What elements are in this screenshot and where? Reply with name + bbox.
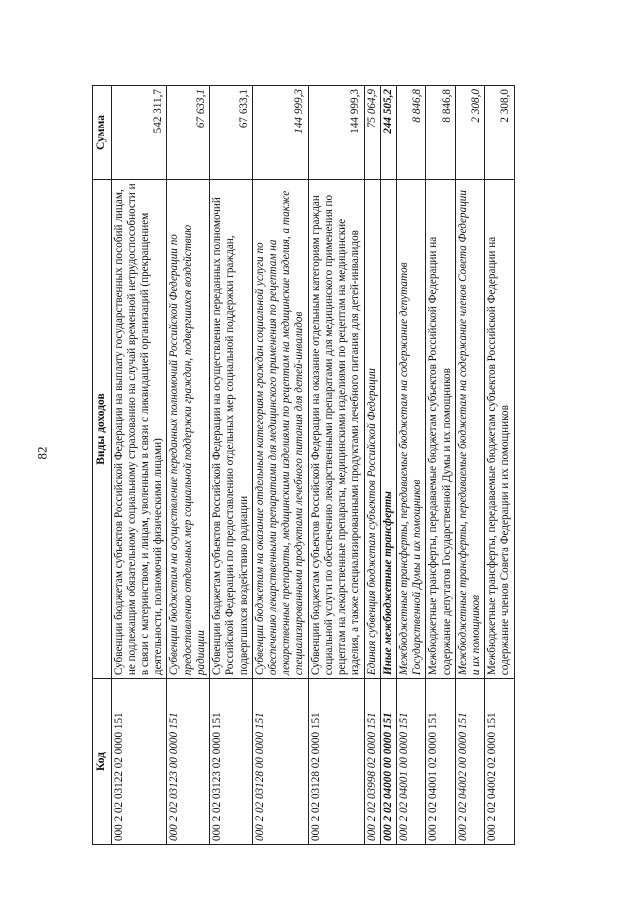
code-cell: 000 2 02 03123 00 0000 151 <box>167 679 210 845</box>
name-cell: Единая субвенция бюджетам субъектов Российской Федерации <box>364 179 380 678</box>
header-name: Виды доходов <box>93 179 112 678</box>
table-row <box>252 86 308 845</box>
name-cell: Межбюджетные трансферты, передаваемые бюджетам субъектов Российской Федерации на содержание членов Совета Федерации и их помощников <box>485 179 514 678</box>
name-cell: Субвенции бюджетам субъектов Российской Федерации на выплату государственных пособий лицам, не подлежащим обязательному социальному страхованию на случай временной нетрудоспособности и в связи с материнством, и лицам, уволенным в связи с ликвидацией организаций (прекращением деятельности, полномочий физическими лицами) <box>111 179 167 678</box>
code-cell: 000 2 02 04002 02 0000 151 <box>485 679 514 845</box>
sum-cell: 67 633,1 <box>167 86 210 180</box>
rotated-table-wrapper <box>92 85 515 845</box>
code-cell: 000 2 02 03998 02 0000 151 <box>364 679 380 845</box>
name-cell: Субвенции бюджетам на оказание отдельным категориям граждан социальной услуги по обеспечению лекарственными препаратами для медицинского применения по рецептам на лекарственные препараты, медицинскими изделиями по рецептам на медицинские изделия, а также специализированными продуктами лечебного питания для детей-инвалидов <box>252 179 308 678</box>
code-cell: 000 2 02 03122 02 0000 151 <box>111 679 167 845</box>
name-cell: Межбюджетные трансферты, передаваемые бюджетам на содержание депутатов Государственной Думы и их помощников <box>396 179 425 678</box>
sum-cell: 2 308,0 <box>455 86 484 180</box>
header-code: Код <box>93 679 112 845</box>
code-cell: 000 2 02 04001 00 0000 151 <box>396 679 425 845</box>
sum-cell: 2 308,0 <box>485 86 514 180</box>
name-cell: Межбюджетные трансферты, передаваемые бюджетам на содержание членов Совета Федерации и их помощников <box>455 179 484 678</box>
table-row <box>210 86 253 845</box>
table-row <box>167 86 210 845</box>
name-cell: Субвенции бюджетам на осуществление переданных полномочий Российской Федерации по предоставлению отдельных мер социальной поддержки граждан, подвергшихся воздействию радиации <box>167 179 210 678</box>
page-number: 82 <box>34 446 50 460</box>
table-row <box>485 86 514 845</box>
code-cell: 000 2 02 04002 00 0000 151 <box>455 679 484 845</box>
sum-cell: 8 846,8 <box>426 86 455 180</box>
code-cell: 000 2 02 03123 02 0000 151 <box>210 679 253 845</box>
table-row <box>308 86 364 845</box>
table-header-row <box>93 86 112 845</box>
table-row <box>364 86 380 845</box>
name-cell: Субвенции бюджетам субъектов Российской Федерации на осуществление переданных полномочий Российской Федерации по предоставлению отдельных мер социальной поддержки граждан, подвергшихся воздействию радиации <box>210 179 253 678</box>
revenue-table <box>92 85 515 845</box>
name-cell: Субвенции бюджетам субъектов Российской Федерации на оказание отдельным категориям граждан социальной услуги по обеспечению лекарственными препаратами для медицинского применения по рецептам на лекарственные препараты, медицинскими изделиями по рецептам на медицинские изделия, а также специализированными продуктами лечебного питания для детей-инвалидов <box>308 179 364 678</box>
table-row <box>380 86 396 845</box>
sum-cell: 8 846,8 <box>396 86 425 180</box>
sum-cell: 75 064,9 <box>364 86 380 180</box>
sum-cell: 144 999,3 <box>308 86 364 180</box>
sum-cell: 67 633,1 <box>210 86 253 180</box>
code-cell: 000 2 02 04001 02 0000 151 <box>426 679 455 845</box>
table-row <box>111 86 167 845</box>
code-cell: 000 2 02 03128 02 0000 151 <box>308 679 364 845</box>
code-cell: 000 2 02 04000 00 0000 151 <box>380 679 396 845</box>
header-sum: Сумма <box>93 86 112 180</box>
sum-cell: 144 999,3 <box>252 86 308 180</box>
table-row <box>455 86 484 845</box>
name-cell: Межбюджетные трансферты, передаваемые бюджетам субъектов Российской Федерации на содержание депутатов Государственной Думы и их помощников <box>426 179 455 678</box>
code-cell: 000 2 02 03128 00 0000 151 <box>252 679 308 845</box>
sum-cell: 542 311,7 <box>111 86 167 180</box>
table-row <box>396 86 425 845</box>
table-row <box>426 86 455 845</box>
sum-cell: 244 505,2 <box>380 86 396 180</box>
name-cell: Иные межбюджетные трансферты <box>380 179 396 678</box>
